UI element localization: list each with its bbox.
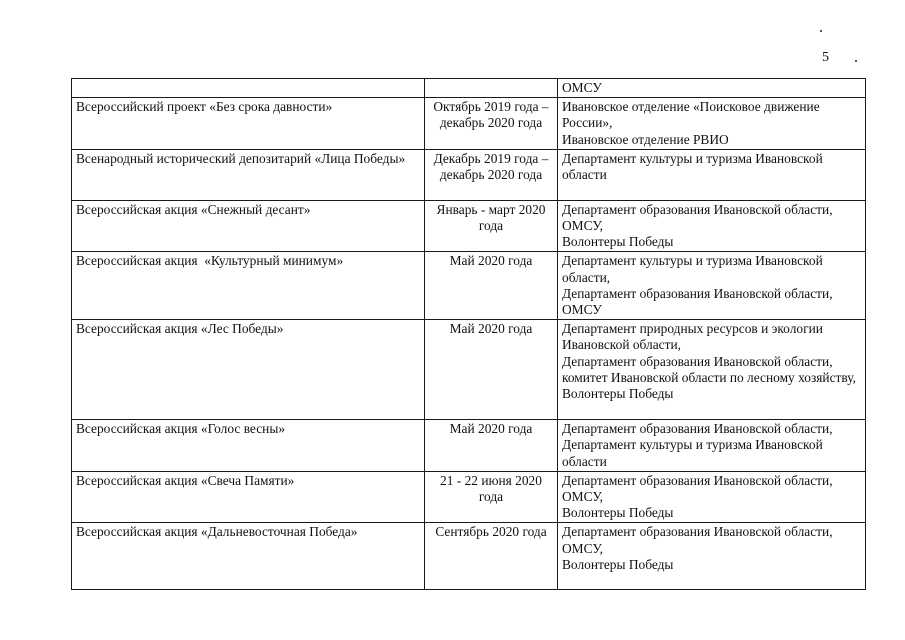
table-row [72,252,866,320]
event-cell: Всероссийская акция «Дальневосточная Победа» [72,523,425,590]
events-table [71,78,866,590]
responsible-line: Волонтеры Победы [562,386,674,402]
table-row [72,98,866,150]
date-cell [425,79,558,98]
responsible-cell [558,252,866,320]
table-row [72,523,866,590]
event-cell: Всенародный исторический депозитарий «Лица Победы» [72,149,425,200]
responsible-cell [558,98,866,150]
date-cell: 21 - 22 июня 2020 года [425,471,558,523]
responsible-cell [558,320,866,420]
date-cell: Май 2020 года [425,320,558,420]
responsible-line: Департамент образования Ивановской области, [562,524,833,540]
responsible-cell [558,149,866,200]
responsible-line: Департамент природных ресурсов и экологии Ивановской области, [562,321,823,353]
responsible-line: Департамент культуры и туризма Ивановской области [562,150,823,183]
table-row [72,200,866,252]
responsible-cell [558,200,866,252]
event-cell [72,79,425,98]
responsible-line: комитет Ивановской области по лесному хозяйству, [562,369,856,385]
table-row [72,420,866,472]
responsible-line: ОМСУ [562,80,602,95]
date-cell: Октябрь 2019 года – декабрь 2020 года [425,98,558,150]
event-cell: Всероссийская акция «Снежный десант» [72,200,425,252]
table-row [72,471,866,523]
date-cell: Сентябрь 2020 года [425,523,558,590]
responsible-line: Волонтеры Победы [562,556,674,572]
responsible-line: Департамент образования Ивановской области, [562,201,833,217]
responsible-line: ОМСУ, [562,489,603,505]
date-cell: Январь - март 2020 года [425,200,558,252]
event-cell: Всероссийская акция «Свеча Памяти» [72,471,425,523]
date-cell: Май 2020 года [425,420,558,472]
responsible-line: Ивановское отделение РВИО [562,131,729,147]
responsible-cell [558,420,866,472]
responsible-line: Департамент образования Ивановской области, [562,472,833,488]
responsible-line: Волонтеры Победы [562,234,674,250]
scan-speck [855,60,857,62]
responsible-cell [558,471,866,523]
responsible-line: Департамент образования Ивановской области, [562,421,833,437]
table-row [72,320,866,420]
date-cell: Май 2020 года [425,252,558,320]
responsible-cell [558,79,866,98]
responsible-line: Департамент культуры и туризма Ивановской области [562,437,823,469]
page-number: 5 [822,50,829,65]
responsible-line: Волонтеры Победы [562,505,674,521]
responsible-line: Департамент культуры и туризма Ивановской области, [562,253,823,285]
responsible-line: Департамент образования Ивановской области, [562,285,833,301]
date-cell: Декабрь 2019 года – декабрь 2020 года [425,149,558,200]
scan-speck [820,30,822,32]
responsible-cell [558,523,866,590]
responsible-line: ОМСУ, [562,540,603,556]
table-row [72,149,866,200]
table-row [72,79,866,98]
event-cell: Всероссийский проект «Без срока давности» [72,98,425,150]
responsible-line: Департамент образования Ивановской области, [562,353,833,369]
responsible-line: ОМСУ, [562,218,603,234]
event-cell: Всероссийская акция «Культурный минимум» [72,252,425,320]
event-cell: Всероссийская акция «Голос весны» [72,420,425,472]
event-cell: Всероссийская акция «Лес Победы» [72,320,425,420]
responsible-line: Ивановское отделение «Поисковое движение России», [562,99,820,131]
responsible-line: ОМСУ [562,302,602,318]
